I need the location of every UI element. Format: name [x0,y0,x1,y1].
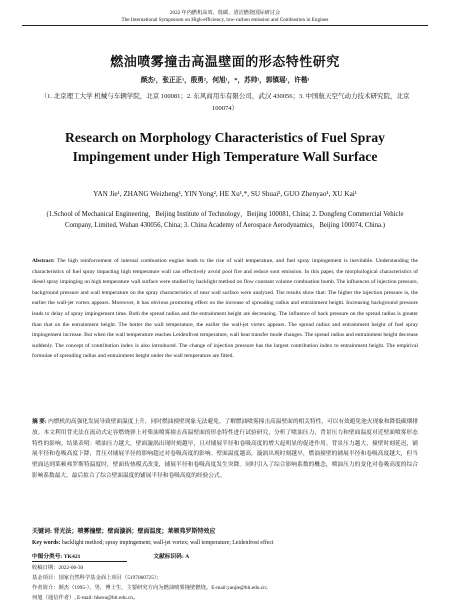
english-affiliation: (1.School of Mechanical Engineering，Beijing Institute of Technology，Beijing 100081, China; 2. Dongfeng Commercial Vehicle Company, Limited, Wuhan 430056, China; 3. China Academy of Aerospace Aerodynamics，Beijing 100074, China.) [46,211,404,229]
document-code: 文献标识码: A [153,554,190,560]
english-abstract [32,256,418,362]
chinese-affiliation: （1. 北京理工大学 机械与车辆学院，北京 100081；2. 东风商用车有限公司，武汉 430056；3. 中国航天空气动力技术研究院，北京 100074） [40,93,410,112]
classification-line [32,551,418,560]
english-title: Research on Morphology Characteristics of Fuel Spray Impingement under High Temperature Wall Surface [65,130,385,164]
en-keywords-text: backlight method; spray impingement; wall-jet vortex; wall temperature; Leidenfrost effect [61,540,274,546]
zh-keywords-text: 背光法；喷雾撞壁；壁面漩涡；壁面温度；莱顿弗罗斯特效应 [53,529,216,535]
footnote-divider [32,561,127,562]
chinese-abstract [32,417,418,482]
zh-abstract-label: 摘 要: [32,419,47,425]
footnote-author: 作者简介：颜杰（1995-），男，博士生，主要研究方向为燃油喷雾撞壁燃烧。E-mail:yanjie@bit.edu.cn； [32,585,272,591]
chinese-keywords [32,526,418,535]
header-divider [22,25,428,26]
footnote-fund: 基金项目：国家自然科学基金面上项目（5197060725）； [32,575,162,581]
zh-keywords-label: 关键词: [32,529,52,535]
zh-abstract-text: 内燃机的高强化发展导致壁面温度上升，同时燃油撞壁现象无法避免。了解燃油喷雾撞击高温壁面的相关特性，可以有效避免池火现象和降低碳烟排放。本文利用背光法在流动式定容燃烧弹上对柴油喷雾撞击高温壁面的形态特性进行试验研究，分析了喷油压力、背景压力和壁面温度对近壁面喷雾形态特性的影响。结果表明：喷油压力越大，壁面漩涡出现时刻越早，且对铺展半径和卷吸高度的增大起明显的促进作用。背景压力越大，撞壁时刻延迟，铺展半径和卷吸高度下降，背压对铺展半径的影响超过对卷吸高度的影响。壁面温度越高，漩涡出现时刻越早，燃油撞壁的铺展半径和卷吸高度越大，但当壁面达到莱顿弗罗斯特温度时，壁面传热模式改变，铺展半径和卷吸高度发生突降。同时引入了综合影响系数的概念，喷油压力的变化对卷吸高度的综合影响系数最大。最后拟合了综合壁面温度的铺展半径和卷吸高度的经验公式。 [32,419,419,479]
chinese-title: 燃油喷雾撞击高温壁面的形态特性研究 [110,55,340,70]
footnote-received: 收稿日期：2022-06-30 [32,565,84,571]
en-keywords-label: Key words: [32,540,61,546]
running-header-cn: 2022 年内燃机高效、低碳、清洁燃烧国际研讨会 [169,10,281,16]
clc-number: 中图分类号: TK421 [32,554,81,560]
abstract-text: The high reinforcement of internal combustion engine leads to the rise of wall temperature, and fuel spray impingement is inevitable. Understanding the characteristics of fuel spray impacting high temperature wall can effectively avoid pool fire and reduce soot emission. In this paper, the morphological characteristics of diesel spray impinging on high temperature wall surface were studied by backlight method on flow constant volume combustion bomb. The influences of injection pressure, background pressure and wall temperature on the spray characteristics of near wall surface were analyzed. The results show that: The higher the injection pressure is, the earlier the wall-jet vortex appears. Moreover, it has obvious promoting effect on the increase of spreading radius and entrainment height. Increasing background pressure leads to delay of spray impingement time. Both the spread radius and the entrainment height are decreasing. The influence of back pressure on the spread radius is greater than that on the entrainment height. The hotter the wall temperature, the earlier the wall-jet vortex appears. The spread radius and entrainment height of fuel spray impingement increase. But when the wall temperature reaches Leidenfrost temperature, wall heat transfer mode changes. The spread radius and entrainment height decrease suddenly. The concept of contribution index is also introduced. The change of injection pressure has the largest contribution index to entrainment height. The empirical formulae of spreading radius and entrainment height under the wall temperature are fitted. [32,258,418,360]
running-header-en: The International Symposium on High-efficiency, low-carbon emission and Combustion in Engines [121,17,329,23]
abstract-label: Abstract: [32,258,55,264]
footnote-corresponding: 何旭（通信作者）, E-mail: hhexu@bit.edu.cn。 [32,595,139,601]
english-keywords [32,540,418,546]
english-authors: YAN Jie¹, ZHANG Weizheng¹, YIN Yong², HE Xu¹,*, SU Shuai³, GUO Zhenyao¹, XU Kai¹ [93,190,357,198]
chinese-authors: 颜杰¹，张正正¹，殷勇²，何旭¹，*，苏帅³，郭镇瑶¹，许楷¹ [140,77,310,84]
